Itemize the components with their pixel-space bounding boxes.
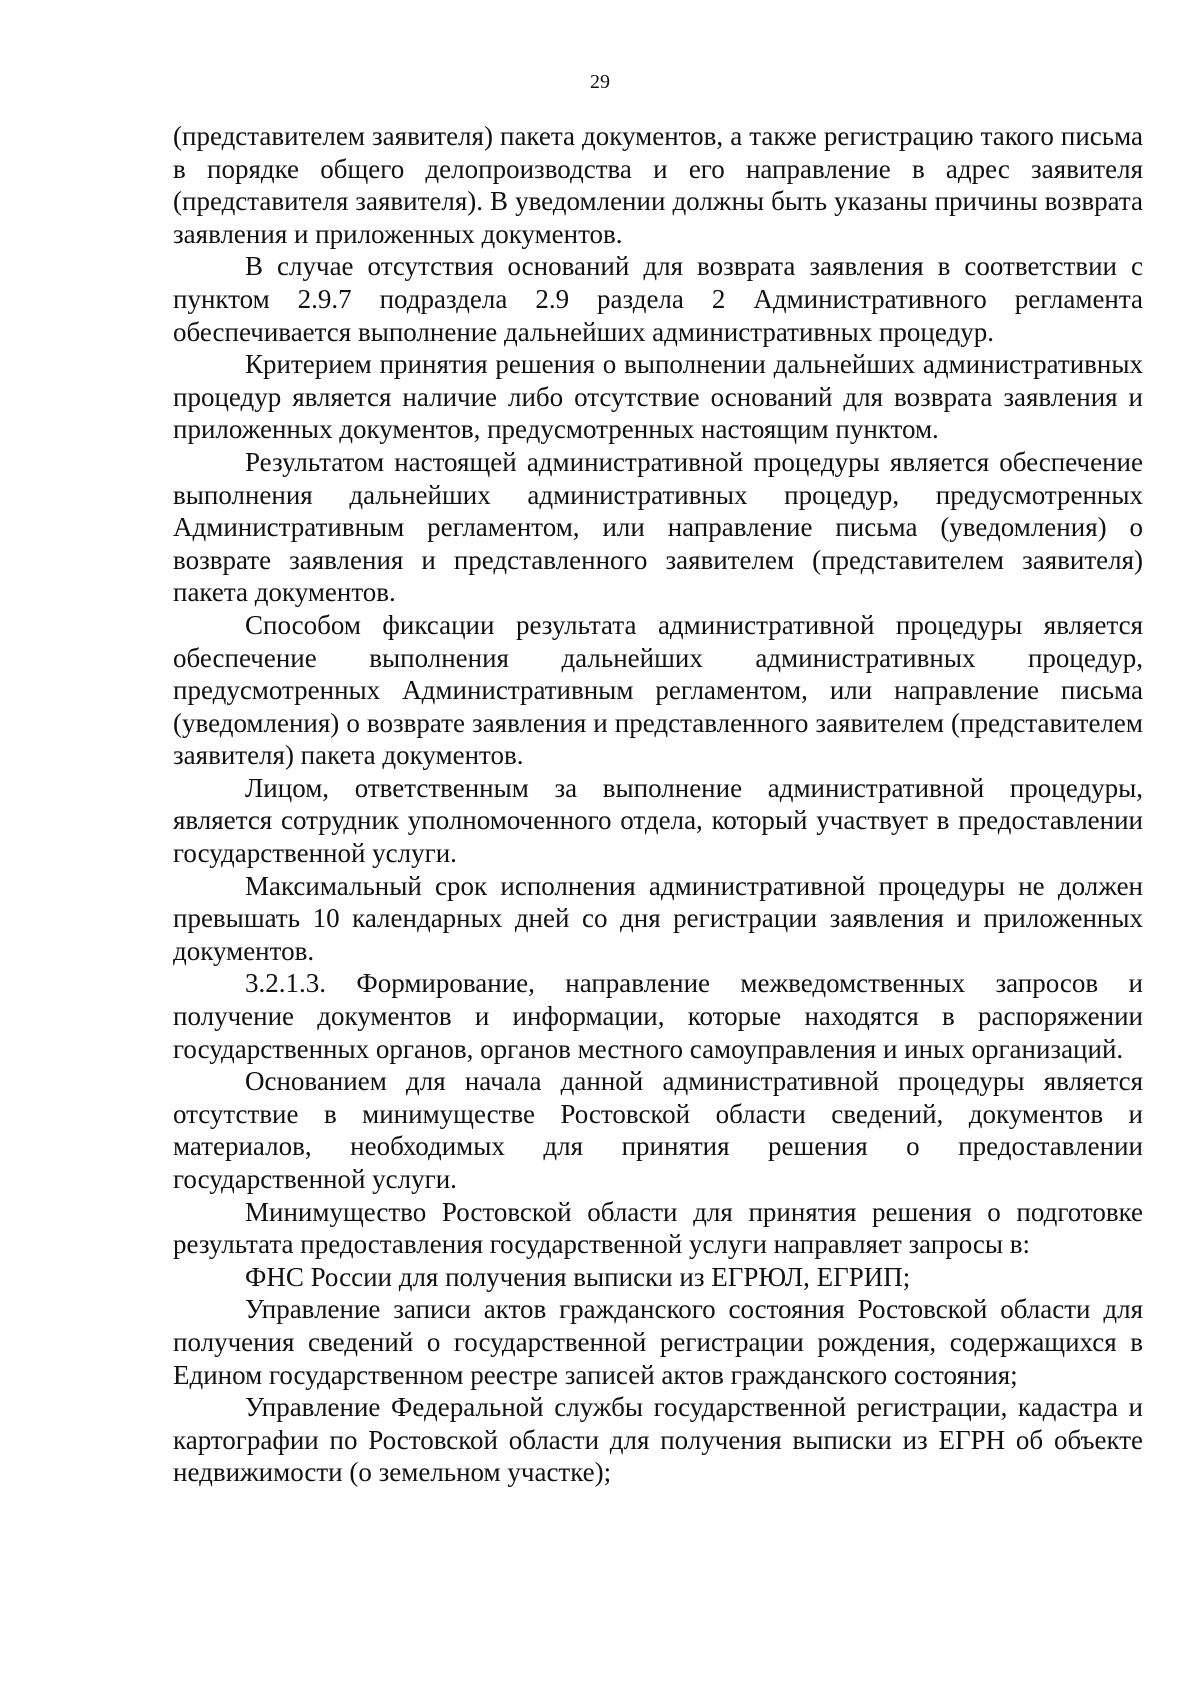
paragraph-section-3-2-1-3: 3.2.1.3. Формирование, направление межведомственных запросов и получение документов и информации, которые находятся в распоряжении государственных органов, органов местного самоуправления и иных организаций. <box>173 968 1143 1064</box>
paragraph-procedure-result: Результатом настоящей административной процедуры является обеспечение выполнения дальнейших административных процедур, предусмотренных Административным регламентом, или направление письма (уведомления) о возврате заявления и представленного заявителем (представителем заявителя) пакета документов. <box>173 446 1143 608</box>
paragraph-continuation: (представителем заявителя) пакета документов, а также регистрацию такого письма в порядке общего делопроизводства и его направление в адрес заявителя (представителя заявителя). В уведомлении должны быть указаны причины возврата заявления и приложенных документов. <box>173 121 1143 249</box>
document-body <box>173 120 1143 1489</box>
paragraph-procedure-basis: Основанием для начала данной административной процедуры является отсутствие в минимуществе Ростовской области сведений, документов и материалов, необходимых для принятия решения о предоставлении государственной услуги. <box>173 1066 1143 1194</box>
paragraph-request-fns: ФНС России для получения выписки из ЕГРЮЛ, ЕГРИП; <box>245 1261 911 1292</box>
page-number: 29 <box>590 71 610 93</box>
paragraph-requests-intro: Минимущество Ростовской области для принятия решения о подготовке результата предоставления государственной услуги направляет запросы в: <box>173 1196 1143 1260</box>
paragraph-responsible-person: Лицом, ответственным за выполнение административной процедуры, является сотрудник уполномоченного отдела, который участвует в предоставлении государственной услуги. <box>173 772 1143 869</box>
paragraph-decision-criterion: Критерием принятия решения о выполнении дальнейших административных процедур является наличие либо отсутствие оснований для возврата заявления и приложенных документов, предусмотренных настоящим пунктом. <box>173 349 1143 445</box>
paragraph-maximum-term: Максимальный срок исполнения административной процедуры не должен превышать 10 календарных дней со дня регистрации заявления и приложенных документов. <box>173 870 1143 966</box>
paragraph-no-return-grounds: В случае отсутствия оснований для возврата заявления в соответствии с пунктом 2.9.7 подраздела 2.9 раздела 2 Административного регламента обеспечивается выполнение дальнейших административных процедур. <box>173 251 1143 347</box>
paragraph-request-rosreestr: Управление Федеральной службы государственной регистрации, кадастра и картографии по Ростовской области для получения выписки из ЕГРН об объекте недвижимости (о земельном участке); <box>173 1392 1143 1488</box>
paragraph-result-recording: Способом фиксации результата административной процедуры является обеспечение выполнения дальнейших административных процедур, предусмотренных Административным регламентом, или направление письма (уведомления) о возврате заявления и представленного заявителем (представителем заявителя) пакета документов. <box>173 609 1143 771</box>
paragraph-request-zags: Управление записи актов гражданского состояния Ростовской области для получения сведений о государственной регистрации рождения, содержащихся в Едином государственном реестре записей актов гражданского состояния; <box>173 1294 1143 1390</box>
